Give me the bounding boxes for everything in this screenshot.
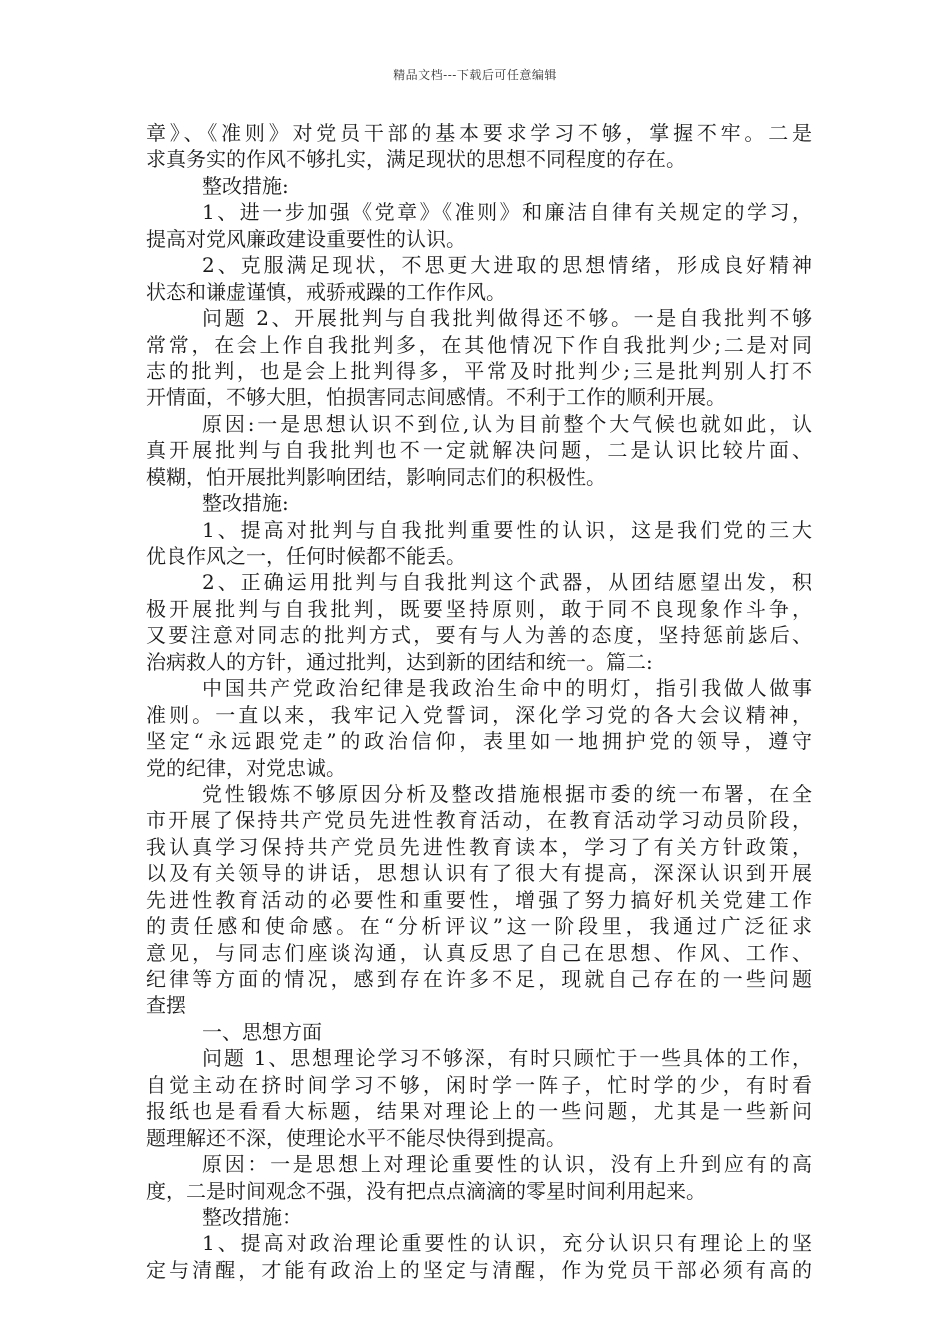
text-line: 治病救人的方针，通过批判，达到新的团结和统一。篇二: (146, 649, 653, 674)
text-line: 整改措施: (202, 491, 289, 516)
text-line: 报纸也是看看大标题，结果对理论上的一些问题，尤其是一些新问 (146, 1099, 812, 1124)
text-line: 极开展批判与自我批判，既要坚持原则，敢于同不良现象作斗争， (146, 596, 812, 621)
text-line: 2、克服满足现状，不思更大进取的思想情绪，形成良好精神 (202, 253, 812, 278)
text-line: 一、思想方面 (202, 1019, 322, 1044)
text-line: 又要注意对同志的批判方式，要有与人为善的态度，坚持惩前毖后、 (146, 623, 812, 648)
text-line: 1、提高对政治理论重要性的认识，充分认识只有理论上的坚 (202, 1231, 812, 1256)
text-line: 章》、《准则》对党员干部的基本要求学习不够，掌握不牢。二是 (146, 121, 812, 145)
document-body (146, 120, 812, 1283)
text-line: 求真务实的作风不够扎实，满足现状的思想不同程度的存在。 (146, 147, 686, 172)
text-line: 模糊，怕开展批判影响团结，影响同志们的积极性。 (146, 464, 606, 489)
text-line: 度，二是时间观念不强，没有把点点滴滴的零星时间利用起来。 (146, 1178, 706, 1203)
text-line: 题理解还不深，使理论水平不能尽快得到提高。 (146, 1125, 566, 1150)
text-line: 坚定“永远跟党走”的政治信仰，表里如一地拥护党的领导，遵守 (146, 729, 812, 754)
page-header: 精品文档---下载后可任意编辑 (393, 68, 557, 82)
text-line: 党性锻炼不够原因分析及整改措施根据市委的统一布署，在全 (202, 781, 812, 806)
text-line: 常常，在会上作自我批判多，在其他情况下作自我批判少;二是对同 (146, 332, 812, 357)
text-line: 查摆 (146, 993, 186, 1018)
text-line: 真开展批判与自我批判也不一定就解决问题，二是认识比较片面、 (146, 438, 812, 463)
text-line: 意见，与同志们座谈沟通，认真反思了自己在思想、作风、工作、 (146, 940, 812, 965)
text-line: 自觉主动在挤时间学习不够，闲时学一阵子，忙时学的少，有时看 (146, 1072, 812, 1097)
text-line: 准则。一直以来，我牢记入党誓词，深化学习党的各大会议精神， (146, 702, 812, 727)
text-line: 问题 2、开展批判与自我批判做得还不够。一是自我批判不够 (202, 306, 812, 331)
text-line: 原因:一是思想认识不到位,认为目前整个大气候也就如此，认 (202, 411, 812, 436)
text-line: 状态和谦虚谨慎，戒骄戒躁的工作作风。 (146, 279, 506, 304)
text-line: 原因：一是思想上对理论重要性的认识，没有上升到应有的高 (202, 1152, 812, 1177)
text-line: 党的纪律，对党忠诚。 (146, 755, 346, 780)
text-line: 提高对党风廉政建设重要性的认识。 (146, 226, 466, 251)
text-line: 问题 1、思想理论学习不够深，有时只顾忙于一些具体的工作， (202, 1046, 812, 1071)
text-line: 整改措施： (202, 1204, 302, 1229)
text-line: 1、提高对批判与自我批判重要性的认识，这是我们党的三大 (202, 517, 812, 542)
text-line: 纪律等方面的情况，感到存在许多不足，现就自己存在的一些问题 (146, 967, 812, 991)
text-line: 优良作风之一，任何时候都不能丢。 (146, 544, 466, 568)
text-line: 开情面，不够大胆，怕损害同志间感情。不利于工作的顺利开展。 (146, 385, 726, 410)
text-line: 的责任感和使命感。在“分析评议”这一阶段里，我通过广泛征求 (146, 914, 812, 939)
text-line: 先进性教育活动的必要性和重要性，增强了努力搞好机关党建工作 (146, 887, 812, 912)
text-line: 1、进一步加强《党章》《准则》和廉洁自律有关规定的学习， (202, 200, 812, 225)
text-line: 志的批判，也是会上批判得多，平常及时批判少;三是批判别人打不 (146, 358, 812, 383)
text-line: 市开展了保持共产党员先进性教育活动，在教育活动学习动员阶段， (146, 808, 812, 833)
text-line: 以及有关领导的讲话，思想认识有了很大有提高，深深认识到开展 (146, 861, 812, 886)
text-line: 2、正确运用批判与自我批判这个武器，从团结愿望出发，积 (202, 570, 812, 595)
text-line: 定与清醒，才能有政治上的坚定与清醒，作为党员干部必须有高的 (146, 1257, 812, 1282)
text-line: 中国共产党政治纪律是我政治生命中的明灯，指引我做人做事 (202, 676, 812, 701)
text-line: 我认真学习保持共产党员先进性教育读本，学习了有关方针政策， (146, 834, 812, 859)
text-line: 整改措施: (202, 173, 289, 198)
